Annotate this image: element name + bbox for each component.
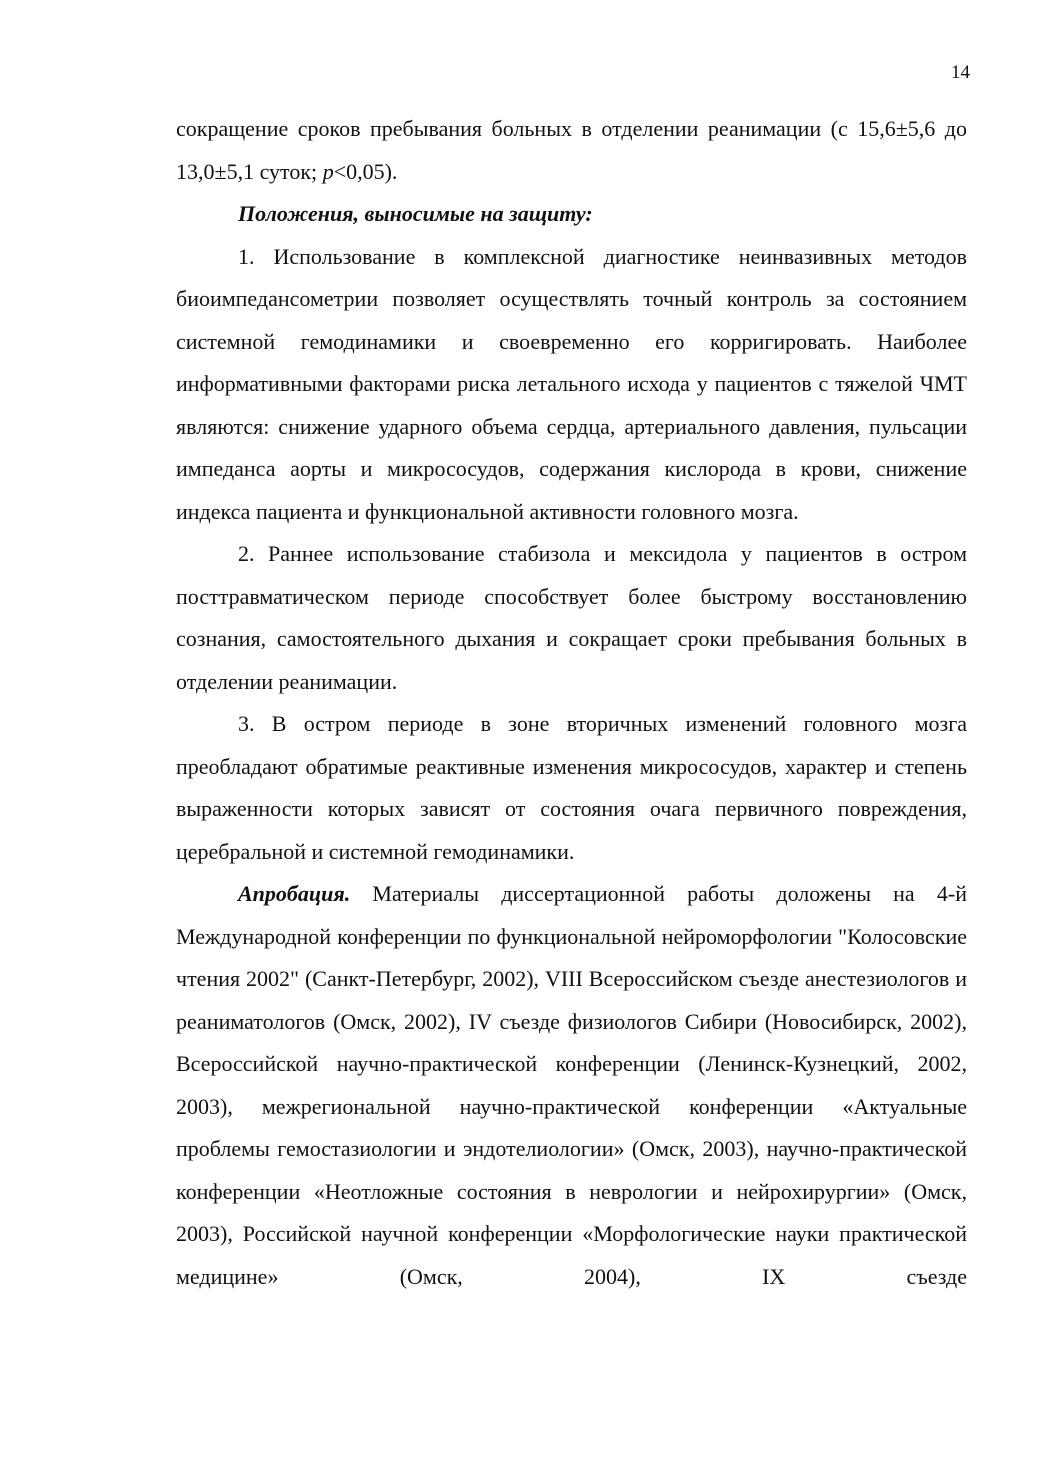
p-value-symbol: p <box>322 158 334 184</box>
approbation-label: Апробация. <box>238 881 351 906</box>
continuation-text: сокращение сроков пребывания больных в отделении реанимации (с 15,6±5,6 до 13,0±5,1 суток; <box>176 116 967 184</box>
continuation-text-end: <0,05). <box>333 158 398 184</box>
document-body <box>176 108 967 1298</box>
page-number: 14 <box>951 62 970 83</box>
approbation-paragraph <box>176 873 967 1298</box>
defense-item-1: 1. Использование в комплексной диагностике неинвазивных методов биоимпедансометрии позволяет осуществлять точный контроль за состоянием системной гемодинамики и своевременно его корригировать. Наиболее информативными факторами риска летального исхода у пациентов с тяжелой ЧМТ являются: снижение ударного объема сердца, артериального давления, пульсации импеданса аорты и микрососудов, содержания кислорода в крови, снижение индекса пациента и функциональной активности головного мозга. <box>176 243 967 524</box>
defense-item-3: 3. В остром периоде в зоне вторичных изменений головного мозга преобладают обратимые реактивные изменения микрососудов, характер и степень выраженности которых зависят от состояния очага первичного повреждения, церебральной и системной гемодинамики. <box>176 711 967 864</box>
approbation-text: Материалы диссертационной работы доложены на 4-й Международной конференции по функциональной нейроморфологии "Колосовские чтения 2002" (Санкт-Петербург, 2002), VIII Всероссийском съезде анестезиологов и реаниматологов (Омск, 2002), IV съезде физиологов Сибири (Новосибирск, 2002), Всероссийской научно-практической конференции (Ленинск-Кузнецкий, 2002, 2003), межрегиональной научно-практической конференции «Актуальные проблемы гемостазиологии и эндотелиологии» (Омск, 2003), научно-практической конференции «Неотложные состояния в неврологии и нейрохирургии» (Омск, 2003), Российской научной конференции «Морфологические науки практической медицине» (Омск, 2004), IX съезде <box>176 881 967 1289</box>
defense-heading: Положения, выносимые на защиту: <box>238 201 593 226</box>
continuation-paragraph <box>176 108 967 193</box>
defense-item-2: 2. Раннее использование стабизола и мексидола у пациентов в остром посттравматическом периоде способствует более быстрому восстановлению сознания, самостоятельного дыхания и сокращает сроки пребывания больных в отделении реанимации. <box>176 541 967 694</box>
